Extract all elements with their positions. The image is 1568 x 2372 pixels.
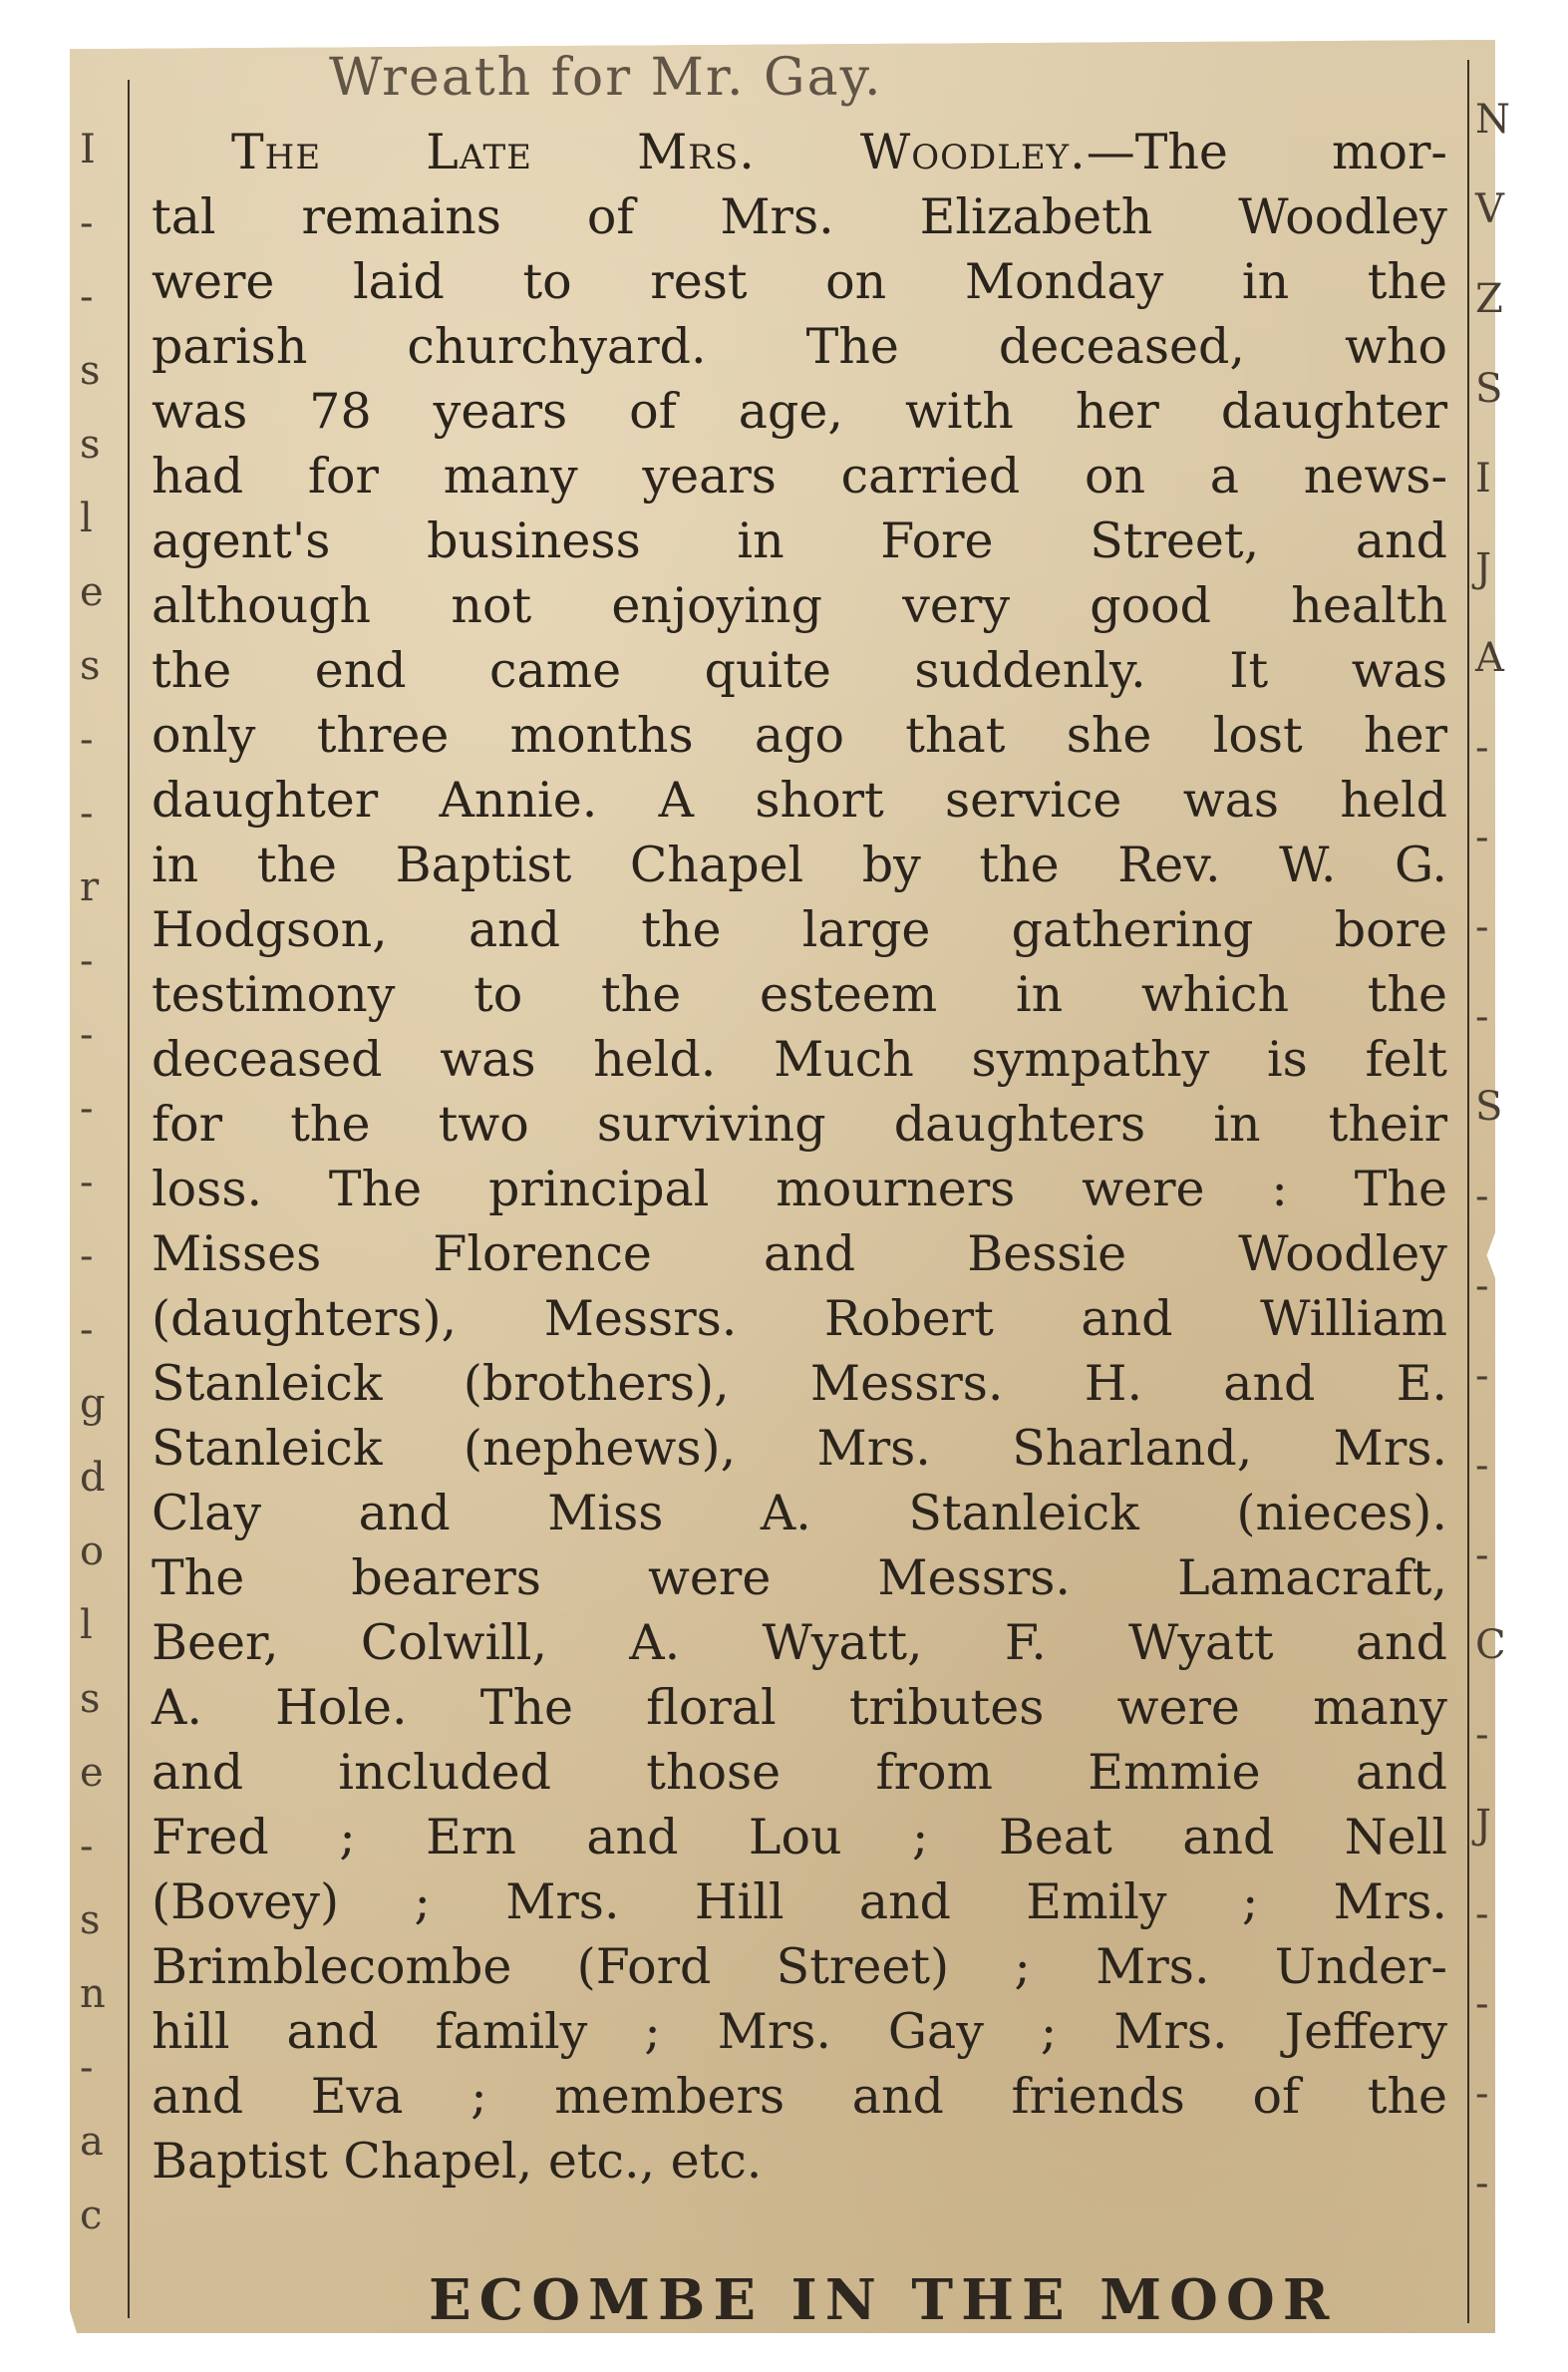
fragment-letter: - [80,200,94,246]
article-line: Stanleick (nephews), Mrs. Sharland, Mrs. [152,1420,1447,1477]
fragment-letter: - [1475,994,1489,1040]
fragment-letter: J [1475,545,1492,591]
fragment-letter: e [80,1750,104,1796]
article-line: Clay and Miss A. Stanleick (nieces). [152,1485,1447,1541]
article-line: was 78 years of age, with her daughter [152,383,1447,440]
article-line: agent's business in Fore Street, and [152,512,1447,569]
fragment-letter: c [80,2193,103,2238]
article-line: A. Hole. The floral tributes were many [152,1679,1447,1736]
bottom-cut-headline [429,2267,1338,2333]
fragment-letter: l [80,496,93,541]
fragment-letter: d [80,1455,106,1501]
fragment-letter: o [80,1528,105,1574]
fragment-letter: - [80,1824,94,1869]
article-line: tal remains of Mrs. Elizabeth Woodley [152,188,1447,245]
fragment-letter: e [80,569,104,615]
fragment-letter: - [1475,1712,1489,1758]
obituary-article [152,120,1447,2194]
article-line: although not enjoying very good health [152,577,1447,634]
right-column-fragments [1475,97,1515,2293]
fragment-letter: s [80,422,101,468]
article-heading: The Late Mrs. Woodley. [231,124,1087,180]
fragment-letter: - [1475,1353,1489,1399]
fragment-letter: - [1475,1532,1489,1578]
fragment-letter: - [1475,725,1489,771]
article-line: Hodgson, and the large gathering bore [152,901,1447,958]
fragment-letter: a [80,2119,104,2165]
fragment-letter: - [1475,815,1489,860]
fragment-letter: - [80,2045,94,2091]
fragment-letter: - [1475,2161,1489,2206]
article-line: Fred ; Ern and Lou ; Beat and Nell [152,1809,1447,1865]
fragment-letter: C [1475,1622,1506,1668]
fragment-letter: - [80,1307,94,1353]
fragment-letter: - [80,717,94,763]
fragment-letter: J [1475,1802,1492,1848]
article-line: for the two surviving daughters in their [152,1096,1447,1153]
article-line: The bearers were Messrs. Lamacraft, [152,1549,1447,1606]
fragment-letter: n [80,1971,106,2017]
fragment-letter: - [1475,1263,1489,1309]
article-line: Beer, Colwill, A. Wyatt, F. Wyatt and [152,1614,1447,1671]
fragment-letter: - [1475,2071,1489,2117]
fragment-letter: r [80,864,100,910]
left-column-fragments [80,127,120,2323]
article-line: parish churchyard. The deceased, who [152,318,1447,375]
fragment-letter: - [1475,1174,1489,1219]
article-line: hill and family ; Mrs. Gay ; Mrs. Jeffery [152,2003,1447,2060]
article-body [152,184,1447,2194]
fragment-letter: I [1475,456,1491,502]
fragment-letter: - [80,938,94,984]
bottom-cut-text: ECOMBE IN THE MOOR [429,2267,1338,2333]
article-line [152,120,1447,184]
article-line: loss. The principal mourners were : The [152,1161,1447,1217]
article-line: daughter Annie. A short service was held [152,772,1447,829]
fragment-letter: s [80,1897,101,1943]
fragment-letter: s [80,643,101,689]
article-line: in the Baptist Chapel by the Rev. W. G. [152,837,1447,893]
fragment-letter: Z [1475,276,1503,322]
fragment-letter: S [1475,366,1503,412]
article-line: Brimblecombe (Ford Street) ; Mrs. Under- [152,1938,1447,1995]
fragment-letter: I [80,127,96,172]
fragment-letter: - [1475,904,1489,950]
fragment-letter: - [1475,1443,1489,1489]
fragment-letter: N [1475,97,1510,143]
article-line: Baptist Chapel, etc., etc. [152,2133,763,2190]
article-line: Stanleick (brothers), Messrs. H. and E. [152,1355,1447,1412]
article-line: were laid to rest on Monday in the [152,253,1447,310]
top-cut-text: Wreath for Mr. Gay. [329,48,883,108]
fragment-letter: l [80,1602,93,1648]
fragment-letter: V [1475,186,1504,232]
fragment-letter: - [80,1012,94,1058]
article-line: the end came quite suddenly. It was [152,642,1447,699]
column-rule-right [1467,60,1469,2323]
fragment-letter: s [80,1676,101,1722]
fragment-letter: s [80,348,101,394]
fragment-letter: - [1475,1891,1489,1937]
article-line: only three months ago that she lost her [152,707,1447,764]
article-line: had for many years carried on a news- [152,448,1447,505]
fragment-letter: S [1475,1084,1503,1130]
fragment-letter: - [80,791,94,837]
fragment-letter: A [1475,635,1504,681]
article-line-text: —The mor- [1086,124,1447,180]
article-line: and Eva ; members and friends of the [152,2068,1447,2125]
fragment-letter: - [80,1086,94,1132]
fragment-letter: - [80,1233,94,1279]
article-line: Misses Florence and Bessie Woodley [152,1225,1447,1282]
article-line: (Bovey) ; Mrs. Hill and Emily ; Mrs. [152,1873,1447,1930]
fragment-letter: - [80,1160,94,1205]
column-rule-left [128,80,130,2318]
fragment-letter: g [80,1381,106,1427]
article-line: and included those from Emmie and [152,1744,1447,1801]
top-cut-headline [329,34,1326,108]
article-line: deceased was held. Much sympathy is felt [152,1031,1447,1088]
article-line: (daughters), Messrs. Robert and William [152,1290,1447,1347]
article-line: testimony to the esteem in which the [152,966,1447,1023]
fragment-letter: - [1475,1981,1489,2027]
fragment-letter: - [80,274,94,320]
